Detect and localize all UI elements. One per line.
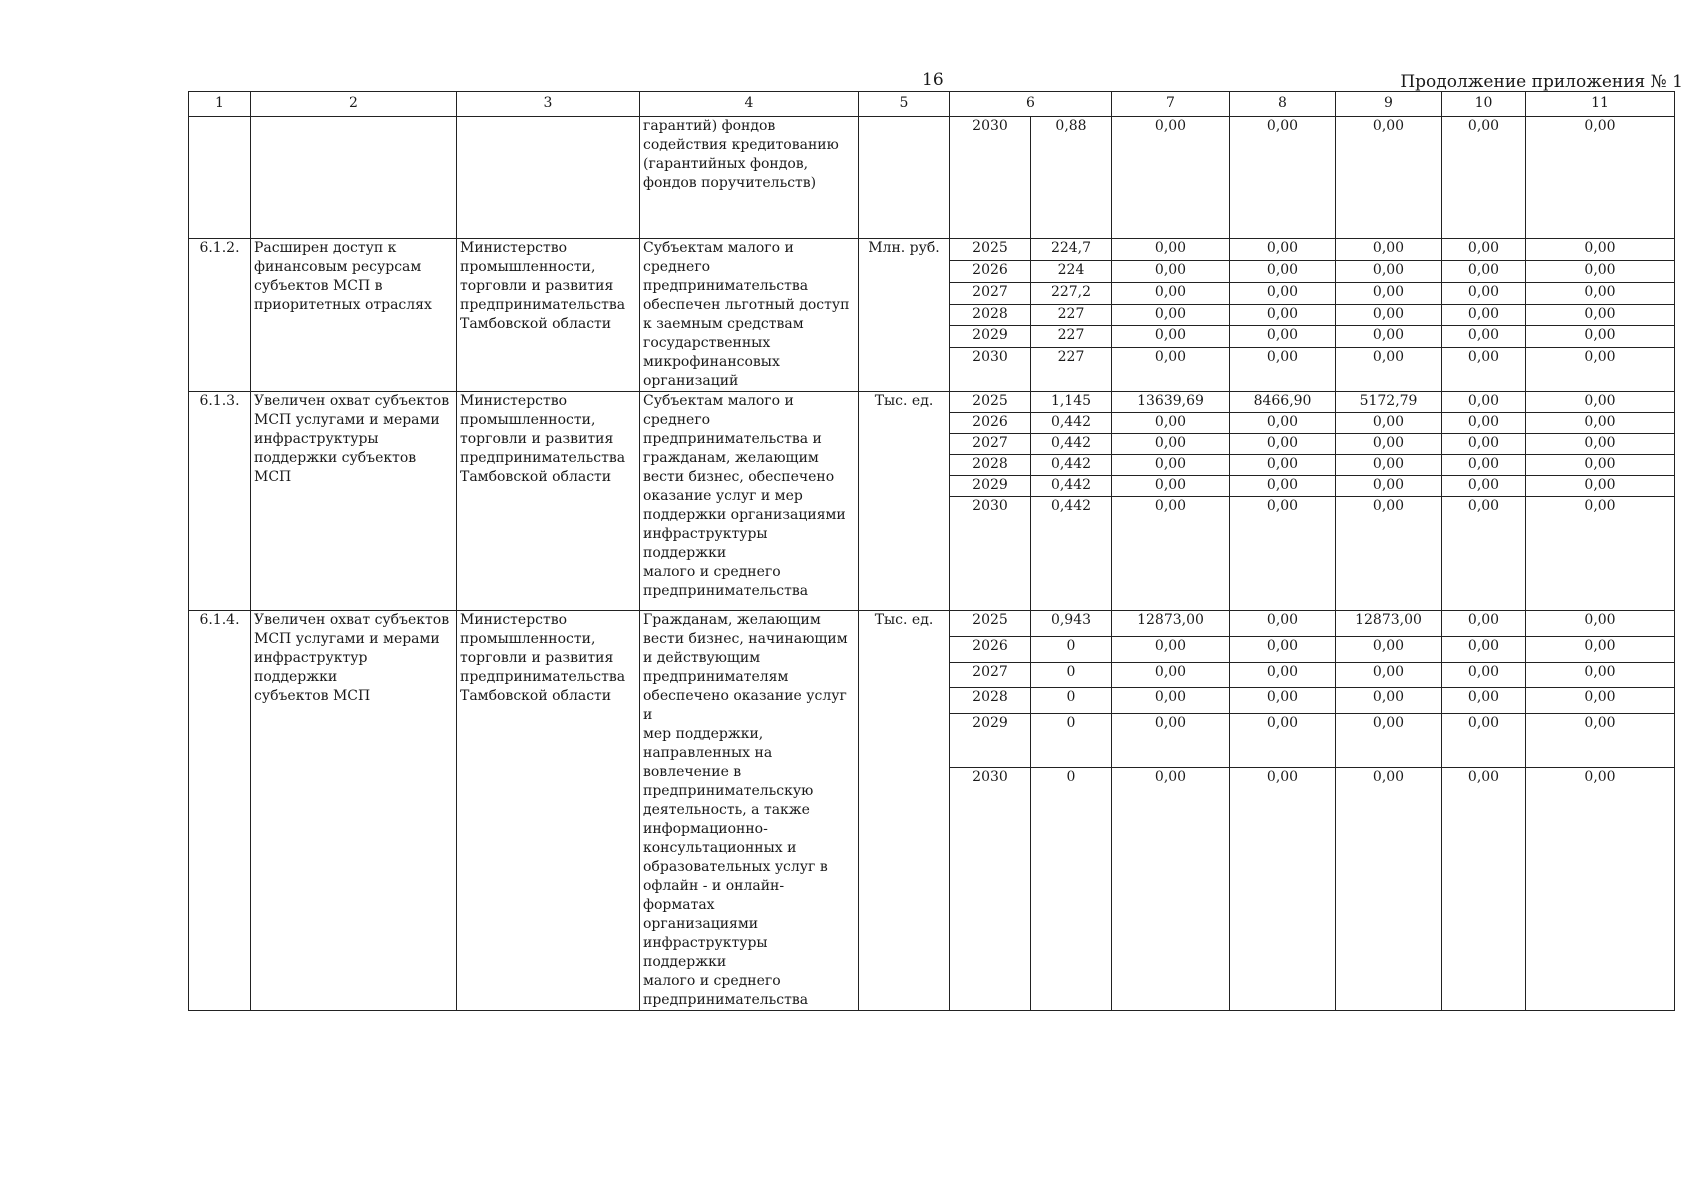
cell-value: 0,00	[1442, 282, 1526, 304]
cell-value: 0,00	[1336, 117, 1442, 239]
cell-year: 2030	[950, 117, 1031, 239]
cell-value: 0,88	[1031, 117, 1112, 239]
cell-value: 0,00	[1526, 768, 1675, 1011]
cell-value: 0,00	[1442, 348, 1526, 392]
cell-value: 0,00	[1112, 282, 1230, 304]
cell-value: 0	[1031, 636, 1112, 662]
section-unit: Тыс. ед.	[859, 611, 950, 1011]
cell-value: 0,00	[1442, 768, 1526, 1011]
section-ministry: Министерство промышленности, торговли и развития предпринимательства Тамбовской области	[457, 239, 640, 392]
cell-value: 0,00	[1112, 326, 1230, 348]
cell-value: 0,00	[1230, 662, 1336, 688]
column-number: 1	[189, 92, 251, 117]
cell-value: 227,2	[1031, 282, 1112, 304]
cell-value: 0,00	[1526, 455, 1675, 476]
cell-value: 0,00	[1336, 304, 1442, 326]
cell-number	[189, 117, 251, 239]
cell-value: 0,00	[1526, 688, 1675, 714]
cell-value: 0,00	[1336, 455, 1442, 476]
cell-value: 0,00	[1112, 636, 1230, 662]
cell-value: 0	[1031, 714, 1112, 768]
cell-value: 1,145	[1031, 392, 1112, 413]
cell-value: 0,00	[1230, 497, 1336, 611]
cell-value: 227	[1031, 304, 1112, 326]
cell-value: 0,00	[1336, 434, 1442, 455]
cell-value: 0,00	[1230, 636, 1336, 662]
cell-value: 0,00	[1442, 476, 1526, 497]
cell-ministry	[457, 117, 640, 239]
cell-unit	[859, 117, 950, 239]
section-description: Субъектам малого и среднего предпринимательства и гражданам, желающим вести бизнес, обеспечено оказание услуг и мер поддержки организациями инфраструктуры поддержки малого и среднего предпринимательства	[640, 392, 859, 611]
column-number: 9	[1336, 92, 1442, 117]
cell-value: 0,00	[1442, 497, 1526, 611]
cell-value: 0,00	[1442, 260, 1526, 282]
cell-year: 2028	[950, 688, 1031, 714]
cell-year: 2027	[950, 662, 1031, 688]
cell-value: 0,00	[1112, 662, 1230, 688]
cell-value: 0,00	[1526, 714, 1675, 768]
cell-value: 0,00	[1336, 768, 1442, 1011]
cell-value: 5172,79	[1336, 392, 1442, 413]
cell-year: 2025	[950, 392, 1031, 413]
cell-value: 0,00	[1336, 239, 1442, 261]
cell-value: 0,00	[1442, 392, 1526, 413]
year-row	[189, 239, 1675, 261]
cell-value: 0,943	[1031, 611, 1112, 637]
cell-value: 0,00	[1230, 413, 1336, 434]
cell-value: 0,00	[1336, 476, 1442, 497]
cell-year: 2027	[950, 434, 1031, 455]
cell-value: 0,00	[1112, 476, 1230, 497]
cell-value: 0,00	[1526, 304, 1675, 326]
cell-year: 2025	[950, 239, 1031, 261]
cell-value: 0,00	[1112, 688, 1230, 714]
cell-value: 0,00	[1112, 117, 1230, 239]
cell-value: 0,00	[1230, 282, 1336, 304]
cell-value: 0,00	[1112, 455, 1230, 476]
section-number: 6.1.3.	[189, 392, 251, 611]
cell-year: 2029	[950, 476, 1031, 497]
cell-value: 0,00	[1336, 636, 1442, 662]
cell-value: 0,00	[1336, 497, 1442, 611]
cell-description: гарантий) фондов содействия кредитованию (гарантийных фондов, фондов поручительств)	[640, 117, 859, 239]
cell-result	[251, 117, 457, 239]
cell-value: 0,00	[1526, 497, 1675, 611]
section-unit: Тыс. ед.	[859, 392, 950, 611]
section-result: Увеличен охват субъектов МСП услугами и мерами инфраструктур поддержки субъектов МСП	[251, 611, 457, 1011]
cell-value: 0,442	[1031, 434, 1112, 455]
cell-value: 0	[1031, 768, 1112, 1011]
cell-value: 0,00	[1336, 282, 1442, 304]
cell-value: 0,00	[1230, 304, 1336, 326]
cell-value: 0,00	[1526, 662, 1675, 688]
cell-value: 13639,69	[1112, 392, 1230, 413]
cell-value: 12873,00	[1112, 611, 1230, 637]
cell-year: 2029	[950, 326, 1031, 348]
cell-year: 2030	[950, 348, 1031, 392]
cell-value: 0,00	[1526, 117, 1675, 239]
cell-value: 0,00	[1112, 239, 1230, 261]
cell-value: 0,00	[1230, 348, 1336, 392]
cell-year: 2028	[950, 455, 1031, 476]
cell-value: 0,442	[1031, 497, 1112, 611]
cell-value: 12873,00	[1336, 611, 1442, 637]
cell-value: 0,00	[1336, 260, 1442, 282]
cell-value: 0,00	[1112, 413, 1230, 434]
cell-value: 0	[1031, 662, 1112, 688]
cell-value: 0,00	[1336, 326, 1442, 348]
section-number: 6.1.2.	[189, 239, 251, 392]
year-row	[189, 392, 1675, 413]
cell-year: 2028	[950, 304, 1031, 326]
column-number: 10	[1442, 92, 1526, 117]
cell-value: 224,7	[1031, 239, 1112, 261]
cell-value: 0	[1031, 688, 1112, 714]
column-number: 6	[950, 92, 1112, 117]
cell-year: 2026	[950, 260, 1031, 282]
cell-value: 0,00	[1230, 476, 1336, 497]
cell-value: 0,00	[1336, 714, 1442, 768]
cell-value: 0,00	[1526, 476, 1675, 497]
cell-value: 0,00	[1230, 434, 1336, 455]
cell-value: 0,00	[1526, 282, 1675, 304]
column-number: 2	[251, 92, 457, 117]
cell-value: 0,00	[1526, 392, 1675, 413]
cell-year: 2030	[950, 497, 1031, 611]
cell-value: 0,442	[1031, 413, 1112, 434]
cell-value: 0,00	[1230, 611, 1336, 637]
cell-value: 0,00	[1526, 239, 1675, 261]
cell-value: 0,00	[1112, 434, 1230, 455]
cell-year: 2025	[950, 611, 1031, 637]
cell-value: 0,00	[1442, 455, 1526, 476]
cell-value: 0,00	[1230, 239, 1336, 261]
cell-value: 0,00	[1230, 768, 1336, 1011]
cell-value: 227	[1031, 326, 1112, 348]
cell-value: 0,00	[1442, 326, 1526, 348]
section-ministry: Министерство промышленности, торговли и развития предпринимательства Тамбовской области	[457, 611, 640, 1011]
cell-year: 2030	[950, 768, 1031, 1011]
cell-value: 0,00	[1336, 413, 1442, 434]
cell-value: 0,00	[1442, 611, 1526, 637]
cell-value: 0,00	[1526, 413, 1675, 434]
cell-value: 0,00	[1442, 434, 1526, 455]
section-description: Субъектам малого и среднего предпринимательства обеспечен льготный доступ к заемным средствам государственных микрофинансовых организаций	[640, 239, 859, 392]
cell-value: 0,00	[1112, 304, 1230, 326]
page-number: 16	[922, 70, 944, 90]
carry-over-row	[189, 117, 1675, 239]
cell-value: 0,00	[1442, 662, 1526, 688]
cell-value: 224	[1031, 260, 1112, 282]
cell-value: 0,00	[1230, 455, 1336, 476]
cell-year: 2027	[950, 282, 1031, 304]
cell-value: 0,00	[1112, 714, 1230, 768]
cell-value: 0,00	[1230, 260, 1336, 282]
cell-value: 0,00	[1442, 714, 1526, 768]
column-number: 11	[1526, 92, 1675, 117]
cell-value: 0,00	[1336, 688, 1442, 714]
cell-value: 227	[1031, 348, 1112, 392]
cell-value: 0,442	[1031, 455, 1112, 476]
column-number-row	[189, 92, 1675, 117]
section-result: Расширен доступ к финансовым ресурсам субъектов МСП в приоритетных отраслях	[251, 239, 457, 392]
cell-value: 0,00	[1230, 714, 1336, 768]
column-number: 7	[1112, 92, 1230, 117]
column-number: 4	[640, 92, 859, 117]
cell-year: 2026	[950, 636, 1031, 662]
cell-year: 2026	[950, 413, 1031, 434]
section-ministry: Министерство промышленности, торговли и развития предпринимательства Тамбовской области	[457, 392, 640, 611]
cell-value: 0,00	[1442, 688, 1526, 714]
cell-value: 0,00	[1526, 348, 1675, 392]
cell-value: 0,00	[1442, 304, 1526, 326]
cell-value: 0,00	[1112, 768, 1230, 1011]
section-result: Увеличен охват субъектов МСП услугами и мерами инфраструктуры поддержки субъектов МСП	[251, 392, 457, 611]
cell-value: 0,00	[1442, 636, 1526, 662]
column-number: 5	[859, 92, 950, 117]
year-row	[189, 611, 1675, 637]
cell-value: 0,00	[1526, 434, 1675, 455]
cell-value: 0,00	[1526, 636, 1675, 662]
cell-value: 0,00	[1442, 117, 1526, 239]
section-number: 6.1.4.	[189, 611, 251, 1011]
section-description: Гражданам, желающим вести бизнес, начинающим и действующим предпринимателям обеспечено оказание услуг и мер поддержки, направленных на вовлечение в предпринимательскую деятельность, а также информационно- консультационных и образовательных услуг в офлайн - и онлайн-форматах организациями инфраструктуры поддержки малого и среднего предпринимательства	[640, 611, 859, 1011]
cell-value: 0,00	[1230, 688, 1336, 714]
cell-value: 0,00	[1112, 260, 1230, 282]
section-unit: Млн. руб.	[859, 239, 950, 392]
cell-year: 2029	[950, 714, 1031, 768]
cell-value: 0,00	[1230, 326, 1336, 348]
indicators-table	[188, 91, 1675, 1011]
cell-value: 0,00	[1112, 497, 1230, 611]
cell-value: 0,00	[1442, 413, 1526, 434]
column-number: 3	[457, 92, 640, 117]
cell-value: 0,00	[1230, 117, 1336, 239]
cell-value: 0,00	[1526, 611, 1675, 637]
column-number: 8	[1230, 92, 1336, 117]
cell-value: 8466,90	[1230, 392, 1336, 413]
cell-value: 0,00	[1112, 348, 1230, 392]
cell-value: 0,00	[1442, 239, 1526, 261]
cell-value: 0,442	[1031, 476, 1112, 497]
appendix-continuation-label: Продолжение приложения № 1	[1400, 72, 1683, 92]
cell-value: 0,00	[1336, 662, 1442, 688]
cell-value: 0,00	[1336, 348, 1442, 392]
cell-value: 0,00	[1526, 326, 1675, 348]
cell-value: 0,00	[1526, 260, 1675, 282]
